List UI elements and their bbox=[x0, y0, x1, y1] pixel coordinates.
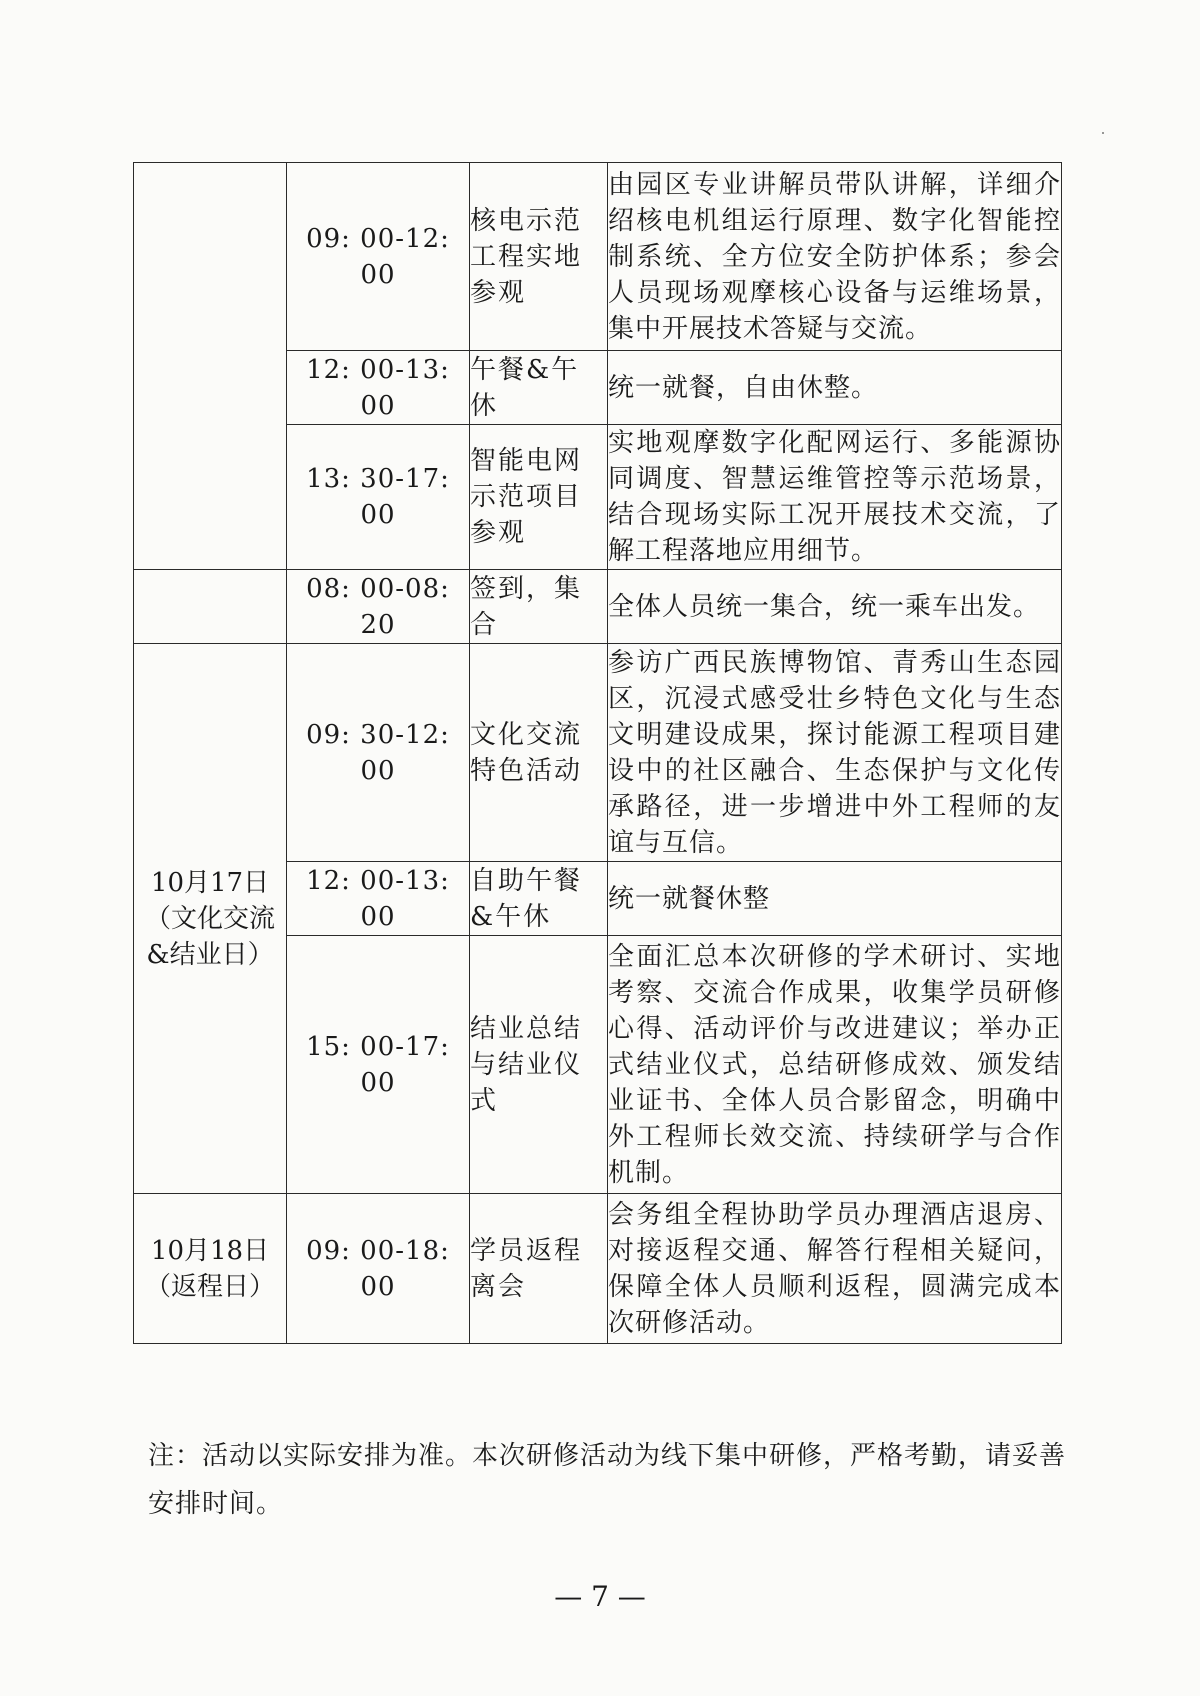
page-number: — 7 — bbox=[554, 1580, 646, 1613]
description-cell: 全面汇总本次研修的学术研讨、实地考察、交流合作成果，收集学员研修心得、活动评价与改进建议；举办正式结业仪式，总结研修成效、颁发结业证书、全体人员合影留念，明确中外工程师长效交流、持续研学与合作机制。 bbox=[608, 936, 1062, 1194]
time-cell: 09: 30-12: 00 bbox=[287, 644, 470, 862]
activity-cell: 文化交流特色活动 bbox=[470, 644, 608, 862]
footnote: 注：活动以实际安排为准。本次研修活动为线下集中研修，严格考勤，请妥善安排时间。 bbox=[148, 1441, 1067, 1519]
activity-cell: 结业总结与结业仪式 bbox=[470, 936, 608, 1194]
time-cell: 13: 30-17: 00 bbox=[287, 425, 470, 570]
schedule-table bbox=[133, 162, 1062, 1344]
activity-cell: 签到，集合 bbox=[470, 570, 608, 644]
time-cell: 09: 00-12: 00 bbox=[287, 163, 470, 351]
table-row bbox=[134, 163, 1062, 351]
scan-speck bbox=[1102, 132, 1104, 134]
table-row bbox=[134, 644, 1062, 862]
activity-cell: 智能电网示范项目参观 bbox=[470, 425, 608, 570]
activity-cell: 学员返程离会 bbox=[470, 1194, 608, 1344]
date-cell-continued bbox=[134, 163, 287, 570]
activity-cell: 核电示范工程实地参观 bbox=[470, 163, 608, 351]
date-cell: 10月18日（返程日） bbox=[134, 1194, 287, 1344]
time-cell: 08: 00-08: 20 bbox=[287, 570, 470, 644]
description-cell: 实地观摩数字化配网运行、多能源协同调度、智慧运维管控等示范场景，结合现场实际工况开展技术交流，了解工程落地应用细节。 bbox=[608, 425, 1062, 570]
activity-cell: 午餐&午休 bbox=[470, 351, 608, 425]
description-cell: 统一就餐，自由休整。 bbox=[608, 351, 1062, 425]
activity-cell: 自助午餐&午休 bbox=[470, 862, 608, 936]
time-cell: 12: 00-13: 00 bbox=[287, 862, 470, 936]
description-cell: 会务组全程协助学员办理酒店退房、对接返程交通、解答行程相关疑问，保障全体人员顺利返程，圆满完成本次研修活动。 bbox=[608, 1194, 1062, 1344]
description-cell: 参访广西民族博物馆、青秀山生态园区，沉浸式感受壮乡特色文化与生态文明建设成果，探讨能源工程项目建设中的社区融合、生态保护与文化传承路径，进一步增进中外工程师的友谊与互信。 bbox=[608, 644, 1062, 862]
time-cell: 09: 00-18: 00 bbox=[287, 1194, 470, 1344]
date-cell-empty bbox=[134, 570, 287, 644]
table-row bbox=[134, 1194, 1062, 1344]
description-cell: 全体人员统一集合，统一乘车出发。 bbox=[608, 570, 1062, 644]
time-cell: 12: 00-13: 00 bbox=[287, 351, 470, 425]
table-row bbox=[134, 570, 1062, 644]
description-cell: 由园区专业讲解员带队讲解，详细介绍核电机组运行原理、数字化智能控制系统、全方位安全防护体系；参会人员现场观摩核心设备与运维场景，集中开展技术答疑与交流。 bbox=[608, 163, 1062, 351]
description-cell: 统一就餐休整 bbox=[608, 862, 1062, 936]
time-cell: 15: 00-17: 00 bbox=[287, 936, 470, 1194]
date-cell: 10月17日（文化交流&结业日） bbox=[134, 644, 287, 1194]
